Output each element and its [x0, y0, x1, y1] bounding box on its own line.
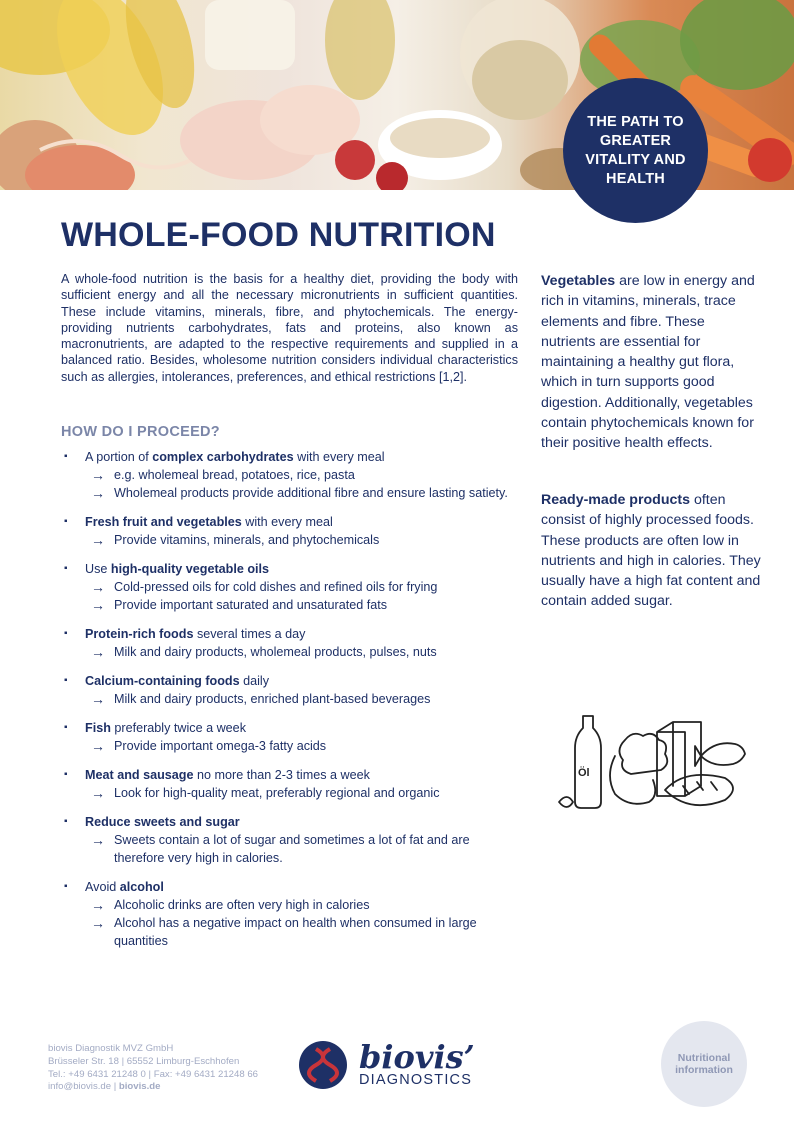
tip-item — [61, 766, 521, 802]
tip-title — [85, 625, 521, 643]
tip-title-post: preferably twice a week — [110, 721, 246, 735]
tip-detail — [85, 531, 515, 549]
logo-brand-text: biovis’ — [359, 1038, 475, 1076]
tip-title — [85, 766, 521, 784]
tip-detail-text: Look for high-quality meat, preferably regional and organic — [114, 786, 440, 800]
bullet-icon: ▪ — [64, 675, 68, 686]
bullet-icon: ▪ — [64, 516, 68, 527]
bullet-icon: ▪ — [64, 881, 68, 892]
tip-item — [61, 878, 521, 950]
dna-logo-icon — [299, 1041, 347, 1089]
bullet-icon: ▪ — [64, 451, 68, 462]
biovis-logo — [299, 1038, 475, 1089]
bullet-icon: ▪ — [64, 628, 68, 639]
tip-detail — [85, 914, 515, 950]
tip-detail-text: Alcohol has a negative impact on health when consumed in large quantities — [114, 916, 477, 948]
bullet-icon: ▪ — [64, 769, 68, 780]
bottle-label: Öl — [578, 767, 590, 779]
tip-title — [85, 560, 521, 578]
arrow-right-icon: → — [91, 485, 105, 501]
tip-detail-text: Provide important omega-3 fatty acids — [114, 739, 327, 753]
street-address: Brüsseler Str. 18 | 65552 Limburg-Eschhofen — [48, 1055, 240, 1067]
tip-item — [61, 625, 521, 661]
tip-detail — [85, 690, 515, 708]
ready-made-text: often consist of highly processed foods. These products are often low in nutrients and high in calories. They usually have a high fat content and contain added sugar. — [541, 492, 761, 610]
tip-detail-text: e.g. wholemeal bread, potatoes, rice, pasta — [114, 468, 355, 482]
tip-detail — [85, 896, 515, 914]
arrow-right-icon: → — [91, 691, 105, 707]
tip-title-bold: complex carbohydrates — [152, 450, 294, 464]
tip-title-bold: Reduce sweets and sugar — [85, 815, 240, 829]
tip-title-pre: Avoid — [85, 880, 120, 894]
vegetables-label: Vegetables — [541, 273, 616, 289]
tip-title-bold: high-quality vegetable oils — [110, 562, 270, 576]
tip-detail-text: Cold-pressed oils for cold dishes and refined oils for frying — [114, 580, 438, 594]
tip-title-post: with every meal — [293, 450, 385, 464]
contact-links — [48, 1081, 258, 1094]
ready-made-note — [541, 490, 761, 612]
groceries-illustration — [553, 712, 748, 817]
tip-title-post: daily — [239, 674, 270, 688]
tip-detail — [85, 737, 515, 755]
tip-detail-text: Milk and dairy products, wholemeal products, pulses, nuts — [114, 645, 437, 659]
arrow-right-icon: → — [91, 467, 105, 483]
arrow-right-icon: → — [91, 897, 105, 913]
tip-item — [61, 448, 521, 502]
bullet-icon: ▪ — [64, 722, 68, 733]
company-name: biovis Diagnostik MVZ GmbH — [48, 1043, 174, 1054]
tip-title — [85, 672, 521, 690]
tip-detail-text: Provide important saturated and unsaturated fats — [114, 598, 388, 612]
tip-detail-text: Alcoholic drinks are often very high in calories — [114, 898, 370, 912]
tip-title — [85, 719, 521, 737]
ready-made-label: Ready-made products — [541, 492, 691, 508]
badge-text: THE PATH TO GREATER VITALITY AND HEALTH — [585, 113, 686, 187]
page-title: WHOLE-FOOD NUTRITION — [61, 216, 496, 254]
vitality-badge — [563, 78, 708, 223]
tip-detail-text: Wholemeal products provide additional fibre and ensure lasting satiety. — [114, 486, 508, 500]
tip-detail — [85, 596, 515, 614]
arrow-right-icon: → — [91, 832, 105, 848]
arrow-right-icon: → — [91, 579, 105, 595]
tip-item — [61, 672, 521, 708]
email-link[interactable]: info@biovis.de — [48, 1081, 112, 1093]
arrow-right-icon: → — [91, 597, 105, 613]
logo-sub-text: DIAGNOSTICS — [359, 1072, 473, 1088]
tip-title-bold: Fresh fruit and vegetables — [85, 515, 242, 529]
vegetables-text: are low in energy and rich in vitamins, minerals, trace elements and fibre. These nutrients are essential for maintaining a healthy gut flora, which in turn supports good digestion. Additionally, vegetables contain phytochemicals known for their positive health effects. — [541, 273, 755, 452]
oil-bottle-icon — [575, 716, 601, 808]
tip-title-bold: alcohol — [119, 880, 164, 894]
tip-title-bold: Calcium-containing foods — [85, 674, 240, 688]
footer-address — [48, 1043, 258, 1094]
tip-item — [61, 719, 521, 755]
tip-title-bold: Protein-rich foods — [85, 627, 194, 641]
tips-list — [61, 448, 521, 961]
tip-detail — [85, 643, 515, 661]
tip-title — [85, 878, 521, 896]
tip-detail — [85, 578, 515, 596]
fish-icon — [695, 743, 745, 766]
tip-detail — [85, 784, 515, 802]
arrow-right-icon: → — [91, 785, 105, 801]
tip-title-post: several times a day — [193, 627, 306, 641]
arrow-right-icon: → — [91, 738, 105, 754]
tip-title-bold: Meat and sausage — [85, 768, 194, 782]
tip-detail — [85, 484, 515, 502]
tip-title-post: with every meal — [241, 515, 333, 529]
phone-fax: Tel.: +49 6431 21248 0 | Fax: +49 6431 21248 66 — [48, 1068, 258, 1080]
tip-title — [85, 813, 521, 831]
tip-title-pre: Use — [85, 562, 111, 576]
arrow-right-icon: → — [91, 915, 105, 931]
info-tag-text: Nutritional information — [675, 1051, 733, 1076]
bread-icon — [665, 775, 733, 805]
tip-item — [61, 560, 521, 614]
arrow-right-icon: → — [91, 644, 105, 660]
section-heading-proceed: HOW DO I PROCEED? — [61, 424, 220, 440]
tip-title-post: no more than 2-3 times a week — [193, 768, 370, 782]
tip-detail-text: Milk and dairy products, enriched plant-based beverages — [114, 692, 431, 706]
tip-item — [61, 513, 521, 549]
tip-title — [85, 448, 521, 466]
tip-title-bold: Fish — [85, 721, 111, 735]
tip-item — [61, 813, 521, 867]
vegetables-note — [541, 271, 761, 454]
tip-title — [85, 513, 521, 531]
bullet-icon: ▪ — [64, 563, 68, 574]
separator: | — [111, 1081, 119, 1093]
nutritional-information-tag — [661, 1021, 747, 1107]
arrow-right-icon: → — [91, 532, 105, 548]
tip-title-pre: A portion of — [85, 450, 153, 464]
bullet-icon: ▪ — [64, 816, 68, 827]
tip-detail — [85, 466, 515, 484]
tip-detail-text: Provide vitamins, minerals, and phytochemicals — [114, 533, 380, 547]
intro-paragraph: A whole-food nutrition is the basis for a healthy diet, providing the body with sufficient energy and all the necessary micronutrients in sufficient quantities. These include vitamins, minerals, fibre, and phytochemicals. The energy-providing nutrients carbohydrates, fats and proteins, also known as macronutrients, are adapted to the respective requirements and supplied in a balanced ratio. Besides, wholesome nutrition considers individual characteristics such as allergies, intolerances, preferences, and ethical restrictions [1,2]. — [61, 272, 518, 384]
tip-detail — [85, 831, 515, 867]
website-link[interactable]: biovis.de — [118, 1081, 161, 1093]
tip-detail-text: Sweets contain a lot of sugar and sometimes a lot of fat and are therefore very high in calories. — [114, 833, 470, 865]
